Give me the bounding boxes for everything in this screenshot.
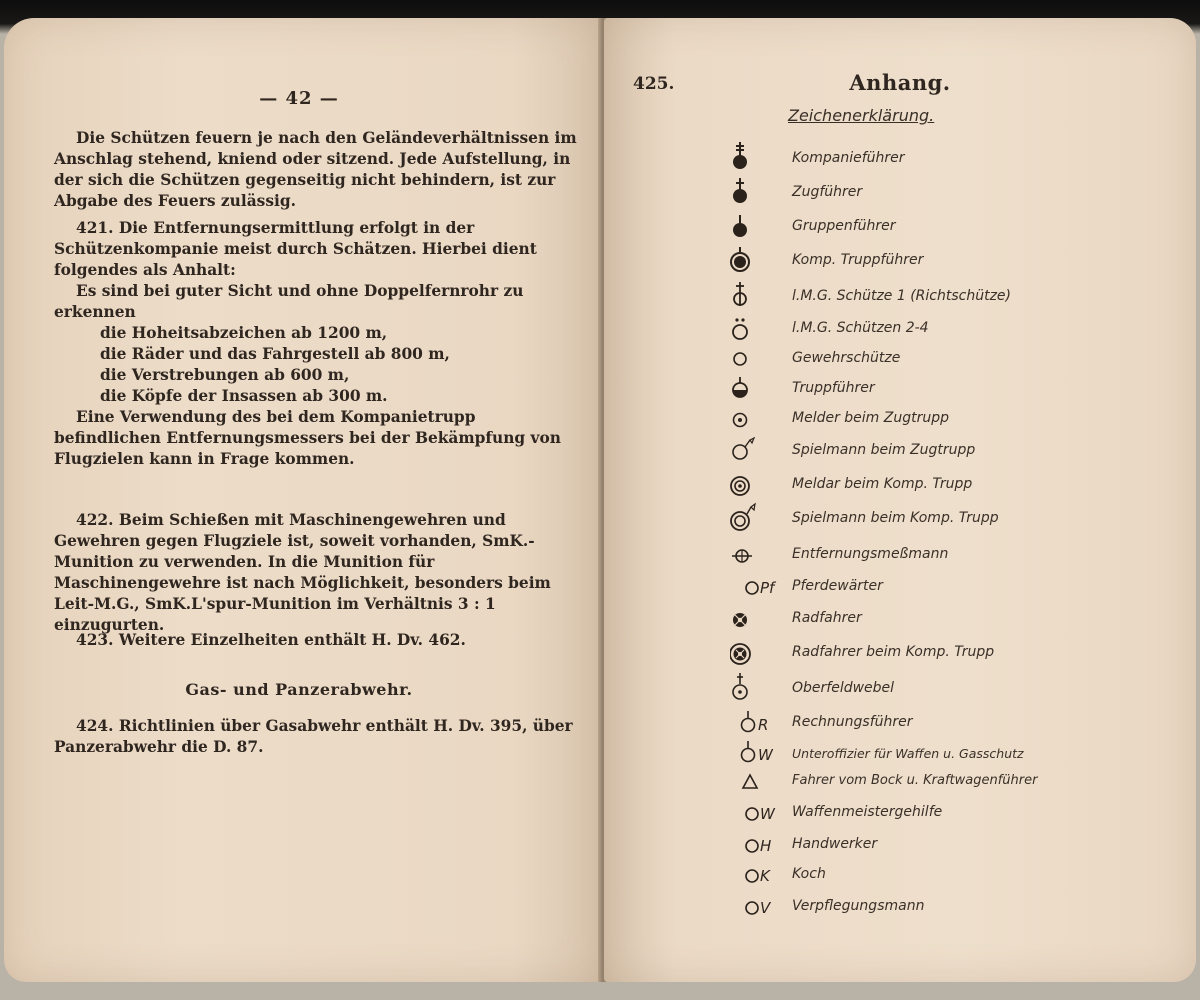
legend-label: Meldar beim Komp. Trupp <box>792 476 973 492</box>
melder-komp-trupp-symbol-icon <box>730 472 790 500</box>
symbol-letter: W <box>758 746 773 764</box>
paragraph-425-number: 425. <box>633 74 675 94</box>
gewehrschuetze-symbol-icon <box>730 346 790 374</box>
legend-row <box>730 376 1170 404</box>
legend-label: Unteroffizier für Waffen u. Gasschutz <box>792 746 1024 761</box>
intro-text: Die Schützen feuern je nach den Geländeverhältnissen im Anschlag stehend, kniend oder sitzend. Jede Aufstellung, in der sich die Schützen gegenseitig nicht behindern, ist zur Abgabe des Feuers zulässig. <box>54 129 577 210</box>
page-number: — 42 — <box>259 88 339 109</box>
legend-label: Komp. Truppführer <box>792 252 924 268</box>
symbol-letter: V <box>760 899 771 917</box>
radfahrer-symbol-icon <box>730 606 790 634</box>
legend-title: Zeichenerklärung. <box>788 106 935 125</box>
p421-text: Die Entfernungsermittlung erfolgt in der Schützenkompanie meist durch Schätzen. Hierbei dient folgendes als Anhalt: <box>54 219 537 279</box>
handwerker-symbol-icon <box>730 832 790 860</box>
legend-label: Spielmann beim Komp. Trupp <box>792 510 999 526</box>
paragraph-422 <box>54 510 584 636</box>
kompaniefuehrer-symbol-icon <box>730 146 790 174</box>
lmg-schuetze-1-symbol-icon <box>730 284 790 312</box>
p424-number: 424. <box>76 717 114 735</box>
legend-row <box>730 180 1170 208</box>
waffenmeistergehilfe-symbol-icon <box>730 800 790 828</box>
truppfuehrer-symbol-icon <box>730 376 790 404</box>
unteroffizier-waffen-symbol-icon <box>730 740 790 768</box>
legend-row <box>730 574 1170 602</box>
legend-label: l.M.G. Schützen 2-4 <box>792 320 929 336</box>
fahrer-symbol-icon <box>730 768 790 796</box>
legend-row <box>730 214 1170 242</box>
melder-zugtrupp-symbol-icon <box>730 406 790 434</box>
legend-row <box>730 316 1170 344</box>
legend-row <box>730 676 1170 704</box>
legend-label: Handwerker <box>792 836 878 852</box>
legend-label: Zugführer <box>792 184 863 200</box>
legend-row <box>730 768 1170 796</box>
symbol-letter: Pf <box>760 579 775 597</box>
legend-label: Waffenmeistergehilfe <box>792 804 943 820</box>
pferdewaerter-symbol-icon <box>730 574 790 602</box>
p422-text: Beim Schießen mit Maschinengewehren und Gewehren gegen Flugziele ist, soweit vorhanden, SmK.-Munition zu verwenden. In die Munition für Maschinengewehre ist nach Möglichkeit, besonders beim Leit-M.G., SmK.L'spur-Munition im Verhältnis 3 : 1 einzugurten. <box>54 511 551 634</box>
gruppenfuehrer-symbol-icon <box>730 214 790 242</box>
symbol-letter: W <box>760 805 775 823</box>
p421-item: die Räder und das Fahrgestell ab 800 m, <box>100 345 450 363</box>
legend-label: Radfahrer <box>792 610 862 626</box>
komp-truppfuehrer-symbol-icon <box>730 248 790 276</box>
p423-body <box>54 630 584 651</box>
p421-item: die Verstrebungen ab 600 m, <box>100 366 350 384</box>
legend-row <box>730 346 1170 374</box>
legend-label: Melder beim Zugtrupp <box>792 410 950 426</box>
paragraph-423 <box>54 630 584 651</box>
koch-symbol-icon <box>730 862 790 890</box>
legend-row <box>730 832 1170 860</box>
p424-body <box>54 716 584 758</box>
legend-row <box>730 406 1170 434</box>
entfernungsmessmann-symbol-icon <box>730 542 790 570</box>
legend-row <box>730 248 1170 276</box>
spielmann-zugtrupp-symbol-icon <box>730 438 790 466</box>
legend-row <box>730 542 1170 570</box>
legend-row <box>730 710 1170 738</box>
legend-label: l.M.G. Schütze 1 (Richtschütze) <box>792 288 1011 304</box>
p421-number: 421. <box>76 219 114 237</box>
verpflegungsmann-symbol-icon <box>730 894 790 922</box>
appendix-title: Anhang. <box>849 70 951 95</box>
legend-row <box>730 640 1170 668</box>
legend-label: Fahrer vom Bock u. Kraftwagenführer <box>792 773 1038 788</box>
p421-item: die Köpfe der Insassen ab 300 m. <box>100 387 388 405</box>
legend-row <box>730 606 1170 634</box>
p422-body <box>54 510 584 636</box>
legend-row <box>730 284 1170 312</box>
legend-label: Koch <box>792 866 826 882</box>
legend-row <box>730 146 1170 174</box>
legend-label: Rechnungsführer <box>792 714 913 730</box>
legend-label: Radfahrer beim Komp. Trupp <box>792 644 995 660</box>
p423-text: Weitere Einzelheiten enthält H. Dv. 462. <box>118 631 466 649</box>
legend-label: Entfernungsmeßmann <box>792 546 949 562</box>
spielmann-komp-trupp-symbol-icon <box>730 506 790 534</box>
legend-label: Gruppenführer <box>792 218 896 234</box>
paragraph-424 <box>54 716 584 758</box>
legend-row <box>730 862 1170 890</box>
legend-label: Truppführer <box>792 380 875 396</box>
p423-number: 423. <box>76 631 114 649</box>
radfahrer-komp-trupp-symbol-icon <box>730 640 790 668</box>
paragraph-421 <box>54 218 584 470</box>
p421-lead: Es sind bei guter Sicht und ohne Doppelfernrohr zu erkennen <box>54 282 524 321</box>
legend-row <box>730 438 1170 466</box>
legend-row <box>730 740 1170 768</box>
rechnungsfuehrer-symbol-icon <box>730 710 790 738</box>
legend-label: Oberfeldwebel <box>792 680 895 696</box>
section-title: Gas- und Panzerabwehr. <box>185 680 413 699</box>
legend-label: Verpflegungsmann <box>792 898 925 914</box>
symbol-letter: H <box>760 837 772 855</box>
legend-label: Kompanieführer <box>792 150 905 166</box>
p421-item: die Hoheitsabzeichen ab 1200 m, <box>100 324 388 342</box>
p424-text: Richtlinien über Gasabwehr enthält H. Dv. 395, über Panzerabwehr die D. 87. <box>54 717 573 756</box>
p422-number: 422. <box>76 511 114 529</box>
legend-row <box>730 800 1170 828</box>
legend-row <box>730 472 1170 500</box>
symbol-letter: R <box>758 716 769 734</box>
legend-label: Gewehrschütze <box>792 350 901 366</box>
legend-row <box>730 894 1170 922</box>
symbol-letter: K <box>760 867 770 885</box>
oberfeldwebel-symbol-icon <box>730 676 790 704</box>
lmg-schuetzen-2-4-symbol-icon <box>730 316 790 344</box>
legend-row <box>730 506 1170 534</box>
p421-body <box>54 218 584 281</box>
paragraph-intro <box>54 128 584 212</box>
zugfuehrer-symbol-icon <box>730 180 790 208</box>
legend-label: Spielmann beim Zugtrupp <box>792 442 976 458</box>
legend-label: Pferdewärter <box>792 578 883 594</box>
p421-closing: Eine Verwendung des bei dem Kompanietrupp befindlichen Entfernungsmessers bei der Bekämpfung von Flugzielen kann in Frage kommen. <box>54 408 561 468</box>
